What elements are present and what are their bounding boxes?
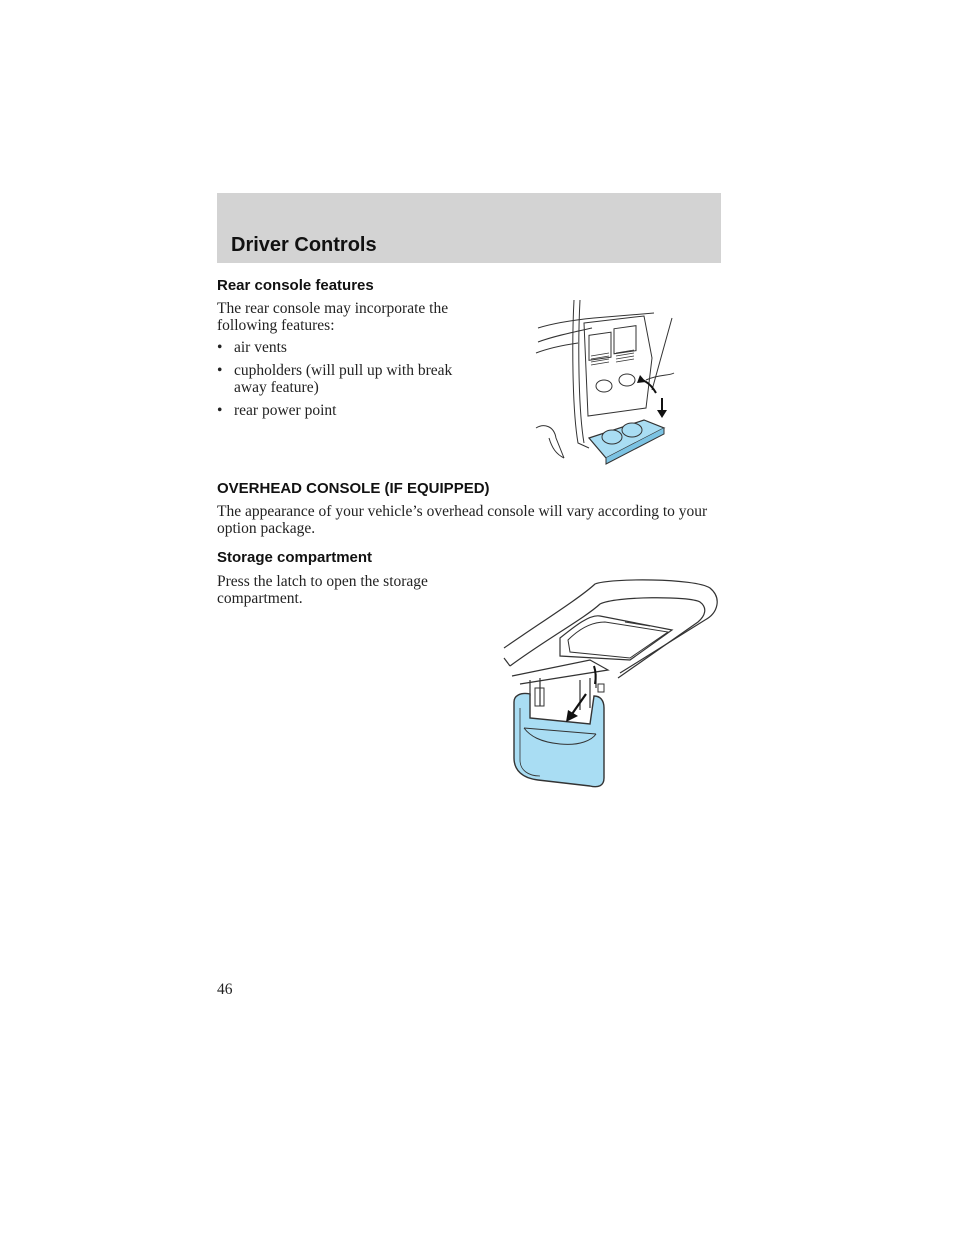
rear-console-illustration xyxy=(534,298,676,466)
page-number: 46 xyxy=(217,981,233,998)
overhead-console-text: The appearance of your vehicle’s overhead console will vary according to your option package. xyxy=(217,503,708,537)
feature-item: • rear power point xyxy=(217,402,337,419)
rear-console-heading: Rear console features xyxy=(217,277,374,294)
rear-console-intro: The rear console may incorporate the following features: xyxy=(217,300,449,334)
feature-item: • cupholders (will pull up with break away feature) xyxy=(217,362,453,396)
section-header-band xyxy=(217,193,721,263)
storage-text: Press the latch to open the storage compartment. xyxy=(217,573,428,607)
storage-compartment-illustration xyxy=(500,578,722,788)
feature-label: rear power point xyxy=(234,402,337,419)
overhead-console-heading: OVERHEAD CONSOLE (IF EQUIPPED) xyxy=(217,480,490,497)
feature-item: • air vents xyxy=(217,339,287,356)
storage-heading: Storage compartment xyxy=(217,549,373,566)
section-title: Driver Controls xyxy=(231,234,377,256)
feature-label: air vents xyxy=(234,339,287,356)
feature-label: cupholders (will pull up with break away feature) xyxy=(234,362,453,396)
rear-console-feature-list xyxy=(217,339,457,425)
